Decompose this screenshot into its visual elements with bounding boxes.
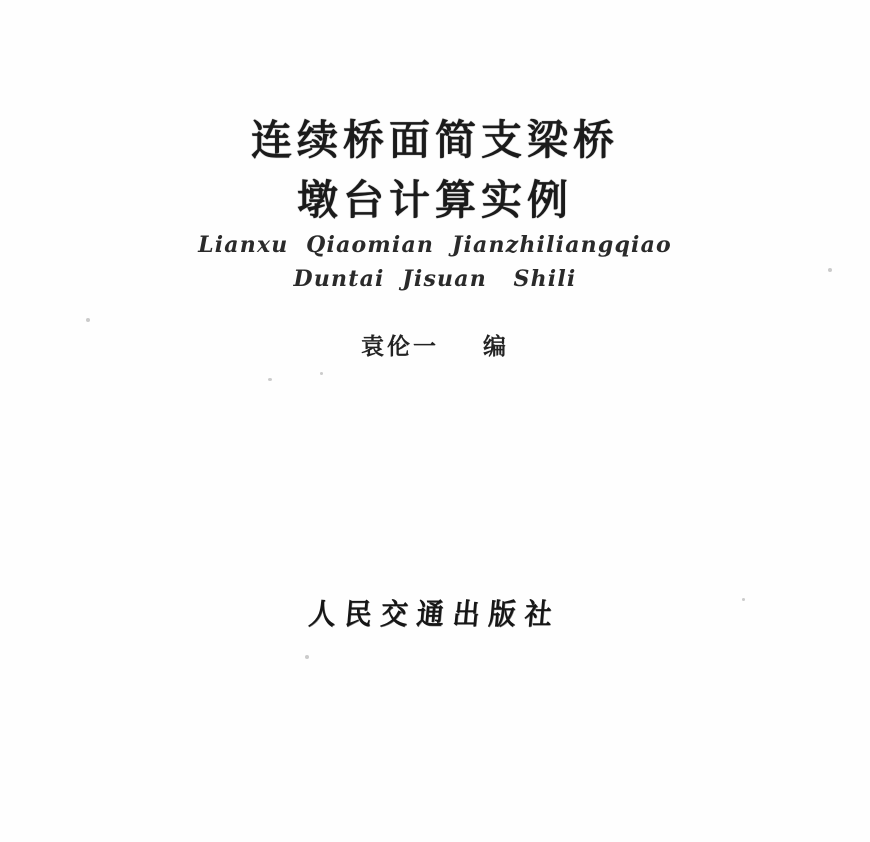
book-title-pinyin	[0, 228, 870, 296]
book-title	[0, 112, 870, 228]
author-name: 袁伦一 编	[360, 334, 510, 360]
title-chinese-line-2: 墩台计算实例	[297, 176, 573, 224]
scan-speck-icon	[268, 378, 272, 381]
author-credit	[0, 328, 870, 361]
scan-speck-icon	[320, 372, 323, 375]
scan-speck-icon	[86, 318, 90, 322]
scan-speck-icon	[305, 655, 309, 659]
publisher-name: 人民交通出版社	[307, 598, 563, 632]
publisher-block	[0, 592, 870, 631]
pinyin-line-1: Lianxu Qiaomian Jianzhiliangqiao	[198, 232, 672, 258]
pinyin-line-2: Duntai Jisuan Shili	[293, 266, 577, 292]
title-chinese-line-1: 连续桥面简支梁桥	[251, 116, 619, 164]
